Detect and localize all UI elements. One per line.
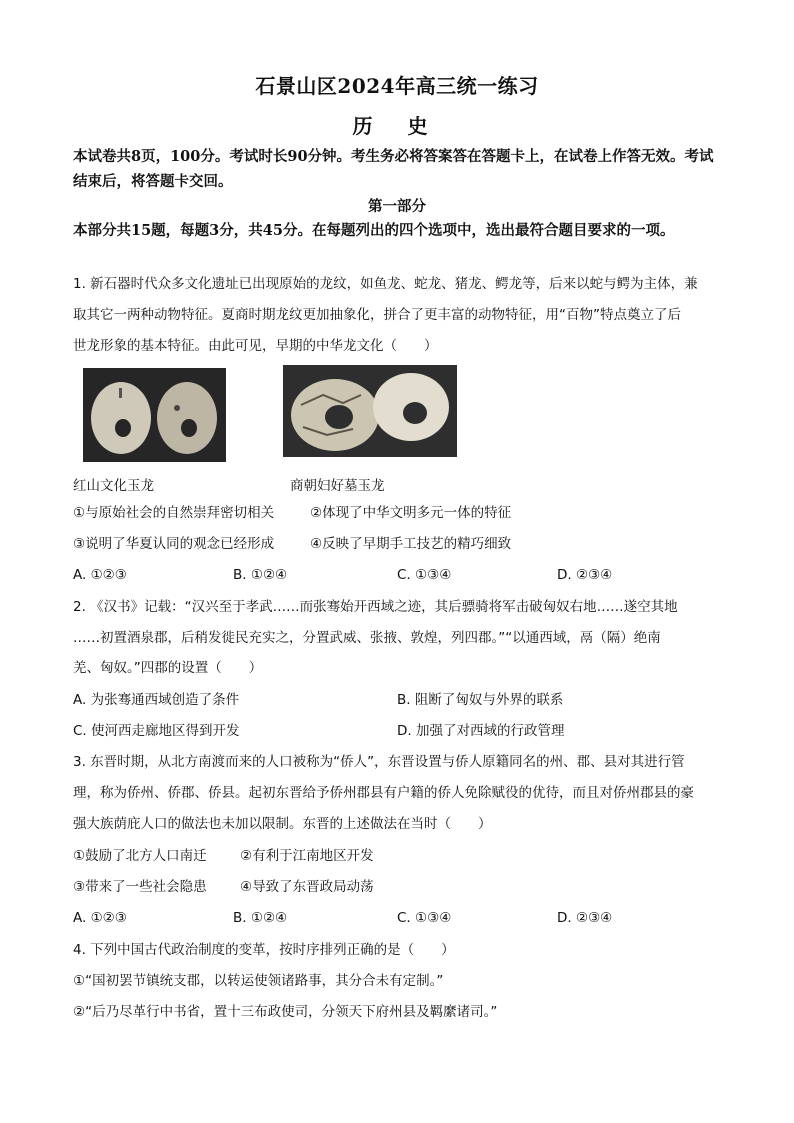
q1-statement-4: ④反映了早期手工技艺的精巧细致 (310, 536, 512, 552)
q3-line-3: 强大族荫庇人口的做法也未加以限制。东晋的上述做法在当时（ ） (73, 816, 492, 832)
q2-option-d: D. 加强了对西域的行政管理 (397, 723, 565, 739)
fuhao-tomb-jade-dragon-image (283, 365, 457, 457)
q1-statement-3: ③说明了华夏认同的观念已经形成 (73, 536, 275, 552)
q4-line-1: 4. 下列中国古代政治制度的变革，按时序排列正确的是（ ） (73, 942, 455, 958)
q4-line-3: ②“后乃尽革行中书省，置十三布政使司，分领天下府州县及羁縻诸司。” (73, 1004, 498, 1020)
q3-option-c: C. ①③④ (397, 910, 452, 926)
q1-option-a: A. ①②③ (73, 567, 127, 583)
q2-option-b: B. 阻断了匈奴与外界的联系 (397, 692, 564, 708)
hongshan-jade-dragon-image (83, 368, 226, 462)
exam-instructions: 本试卷共8页，100分。考试时长90分钟。考生务必将答案答在答题卡上，在试卷上作答无效。考试结束后，将答题卡交回。 (73, 148, 714, 190)
q3-option-d: D. ②③④ (557, 910, 613, 926)
q3-statement-4: ④导致了东晋政局动荡 (240, 879, 374, 895)
q4-line-2: ①“国初罢节镇统支郡，以转运使领诸路事，其分合未有定制。” (73, 973, 444, 989)
q3-line-1: 3. 东晋时期，从北方南渡而来的人口被称为“侨人”，东晋设置与侨人原籍同名的州、郡、县对其进行管 (73, 754, 685, 770)
q2-line-2: ……初置酒泉郡，后稍发徙民充实之，分置武威、张掖、敦煌，列四郡。”“以通西域，鬲（隔）绝南 (73, 630, 661, 646)
q2-option-a: A. 为张骞通西域创造了条件 (73, 692, 240, 708)
q3-statement-3: ③带来了一些社会隐患 (73, 879, 207, 895)
q1-statement-1: ①与原始社会的自然崇拜密切相关 (73, 505, 275, 521)
q1-line-1: 1. 新石器时代众多文化遗址已出现原始的龙纹，如鱼龙、蛇龙、猪龙、鳄龙等，后来以蛇与鳄为主体，兼 (73, 276, 698, 292)
q3-statement-2: ②有利于江南地区开发 (240, 848, 374, 864)
q1-option-b: B. ①②④ (233, 567, 288, 583)
q3-option-b: B. ①②④ (233, 910, 288, 926)
subject-title: 历 史 (352, 114, 442, 138)
q1-line-3: 世龙形象的基本特征。由此可见，早期的中华龙文化（ ） (73, 338, 438, 354)
q2-option-c: C. 使河西走廊地区得到开发 (73, 723, 240, 739)
q3-statement-1: ①鼓励了北方人口南迁 (73, 848, 207, 864)
exam-title: 石景山区2024年高三统一练习 (255, 74, 539, 98)
q1-statement-2: ②体现了中华文明多元一体的特征 (310, 505, 512, 521)
part-title: 第一部分 (368, 198, 426, 215)
q3-option-a: A. ①②③ (73, 910, 127, 926)
q1-option-d: D. ②③④ (557, 567, 613, 583)
caption-fuhao-jade-dragon: 商朝妇好墓玉龙 (290, 478, 385, 494)
q2-line-3: 羌、匈奴。”四郡的设置（ ） (73, 660, 263, 676)
q3-line-2: 理，称为侨州、侨郡、侨县。起初东晋给予侨州郡县有户籍的侨人免除赋役的优待，而且对侨州郡县的豪 (73, 785, 694, 801)
q2-line-1: 2. 《汉书》记载：“汉兴至于孝武……而张骞始开西域之迹，其后骠骑将军击破匈奴右地……遂空其地 (73, 599, 678, 615)
q1-option-c: C. ①③④ (397, 567, 452, 583)
q1-line-2: 取其它一两种动物特征。夏商时期龙纹更加抽象化，拼合了更丰富的动物特征，用“百物”特点奠立了后 (73, 307, 681, 323)
part-instructions: 本部分共15题，每题3分，共45分。在每题列出的四个选项中，选出最符合题目要求的一项。 (73, 222, 675, 239)
caption-hongshan-jade-dragon: 红山文化玉龙 (73, 478, 154, 494)
